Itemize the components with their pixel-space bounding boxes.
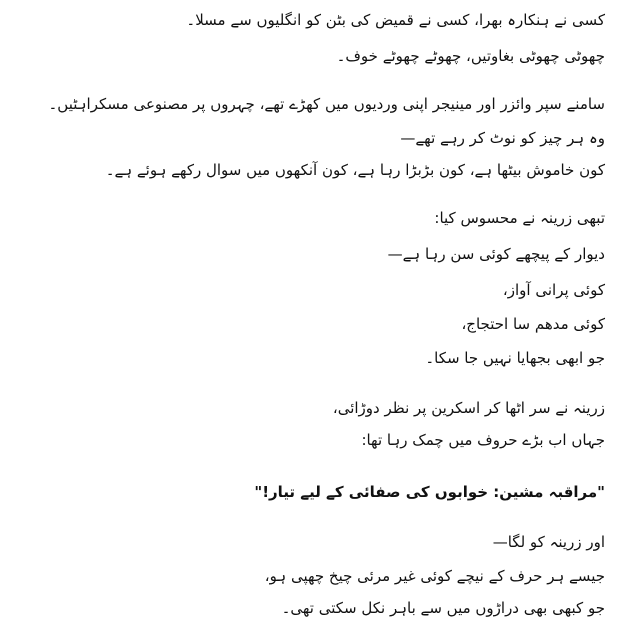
text-line: کسی نے ہنکارہ بھرا، کسی نے قمیض کی بٹن کو انگلیوں سے مسلا۔ xyxy=(186,11,605,29)
text-line: جیسے ہر حرف کے نیچے کوئی غیر مرئی چیخ چھپی ہو، xyxy=(264,567,605,585)
text-line: کوئی پرانی آواز، xyxy=(502,281,605,299)
text-line: دیوار کے پیچھے کوئی سن رہا ہے— xyxy=(387,245,605,263)
text-line: سامنے سپر وائزر اور مینیجر اپنی وردیوں میں کھڑے تھے، چہروں پر مصنوعی مسکراہٹیں۔ xyxy=(48,95,605,113)
text-line: چھوٹی چھوٹی بغاوتیں، چھوٹے چھوٹے خوف۔ xyxy=(336,47,605,65)
text-line: کوئی مدھم سا احتجاج، xyxy=(461,315,605,333)
text-line: وہ ہر چیز کو نوٹ کر رہے تھے— xyxy=(400,129,605,147)
text-line: کون خاموش بیٹھا ہے، کون بڑبڑا رہا ہے، کون آنکھوں میں سوال رکھے ہوئے ہے۔ xyxy=(105,161,605,179)
text-line: اور زرینہ کو لگا— xyxy=(492,533,605,551)
text-line: جو کبھی بھی دراڑوں میں سے باہر نکل سکتی تھی۔ xyxy=(281,599,605,617)
text-line: جو ابھی بجھایا نہیں جا سکا۔ xyxy=(425,349,605,367)
screen-message: "مراقبہ مشین: خوابوں کی صفائی کے لیے تیار!" xyxy=(254,483,605,501)
text-line: تبھی زرینہ نے محسوس کیا: xyxy=(434,209,605,227)
text-line: جہاں اب بڑے حروف میں چمک رہا تھا: xyxy=(361,431,605,449)
text-line: زرینہ نے سر اٹھا کر اسکرین پر نظر دوڑائی، xyxy=(332,399,605,417)
